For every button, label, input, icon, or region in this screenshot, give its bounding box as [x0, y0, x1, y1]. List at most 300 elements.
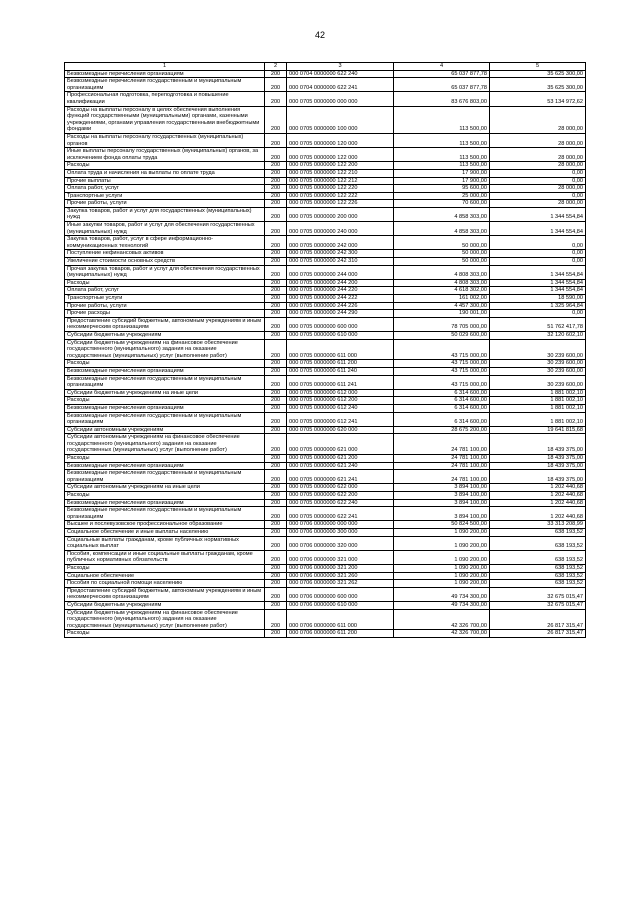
table-row	[65, 78, 586, 92]
row-description: Транспортные услуги	[65, 295, 265, 303]
row-approved-amount: 1 090 200,00	[394, 564, 490, 572]
row-budget-code: 000 0705 0000000 122 226	[287, 200, 394, 208]
table-row	[65, 302, 586, 310]
row-approved-amount: 161 002,00	[394, 295, 490, 303]
row-executed-amount: 18 439 375,00	[490, 434, 586, 455]
table-row	[65, 106, 586, 133]
row-approved-amount: 43 715 000,00	[394, 367, 490, 375]
row-line-code: 200	[265, 529, 287, 537]
row-line-code: 200	[265, 375, 287, 389]
row-approved-amount: 1 090 200,00	[394, 529, 490, 537]
row-line-code: 200	[265, 470, 287, 484]
row-description: Увеличение стоимости основных средств	[65, 258, 265, 266]
row-approved-amount: 113 500,00	[394, 106, 490, 133]
row-approved-amount: 1 090 200,00	[394, 550, 490, 564]
row-budget-code: 000 0705 0000000 612 240	[287, 404, 394, 412]
table-row	[65, 236, 586, 250]
row-description: Субсидии автономным учреждениям на иные цели	[65, 484, 265, 492]
row-budget-code: 000 0705 0000000 100 000	[287, 106, 394, 133]
row-budget-code: 000 0705 0000000 610 000	[287, 331, 394, 339]
row-description: Расходы	[65, 397, 265, 405]
row-budget-code: 000 0706 0000000 610 000	[287, 601, 394, 609]
row-approved-amount: 4 858 303,00	[394, 207, 490, 221]
budget-table	[64, 62, 586, 638]
row-budget-code: 000 0705 0000000 244 000	[287, 265, 394, 279]
header-cell: 1	[65, 63, 265, 71]
row-budget-code: 000 0705 0000000 244 220	[287, 287, 394, 295]
row-line-code: 200	[265, 169, 287, 177]
row-line-code: 200	[265, 148, 287, 162]
row-line-code: 200	[265, 630, 287, 638]
table-row	[65, 609, 586, 630]
row-description: Субсидии бюджетным учреждениям	[65, 331, 265, 339]
row-executed-amount: 33 313 208,99	[490, 521, 586, 529]
table-row	[65, 580, 586, 588]
row-approved-amount: 1 090 200,00	[394, 580, 490, 588]
row-executed-amount: 28 000,00	[490, 200, 586, 208]
table-row	[65, 177, 586, 185]
row-executed-amount: 1 202 440,68	[490, 499, 586, 507]
row-description: Иные выплаты персоналу государственных (муниципальных) органов, за исключением фонда оплаты труда	[65, 148, 265, 162]
row-approved-amount: 43 715 000,00	[394, 339, 490, 360]
row-executed-amount: 35 625 300,00	[490, 78, 586, 92]
row-approved-amount: 49 734 300,00	[394, 587, 490, 601]
row-executed-amount: 28 000,00	[490, 185, 586, 193]
row-budget-code: 000 0705 0000000 621 200	[287, 455, 394, 463]
row-budget-code: 000 0706 0000000 321 000	[287, 550, 394, 564]
row-budget-code: 000 0705 0000000 122 000	[287, 148, 394, 162]
row-executed-amount: 1 325 964,84	[490, 302, 586, 310]
row-budget-code: 000 0705 0000000 611 000	[287, 339, 394, 360]
row-approved-amount: 113 500,00	[394, 148, 490, 162]
row-approved-amount: 4 618 302,00	[394, 287, 490, 295]
row-approved-amount: 6 314 600,00	[394, 404, 490, 412]
row-approved-amount: 6 314 600,00	[394, 412, 490, 426]
table-row	[65, 367, 586, 375]
row-line-code: 200	[265, 185, 287, 193]
row-line-code: 200	[265, 609, 287, 630]
row-executed-amount: 638 193,52	[490, 564, 586, 572]
row-executed-amount: 638 193,52	[490, 536, 586, 550]
row-executed-amount: 1 881 002,10	[490, 404, 586, 412]
row-description: Прочая закупка товаров, работ и услуг для обеспечения государственных (муниципальных) нужд	[65, 265, 265, 279]
row-approved-amount: 65 037 877,78	[394, 70, 490, 78]
row-line-code: 200	[265, 412, 287, 426]
row-approved-amount: 43 715 000,00	[394, 375, 490, 389]
table-row	[65, 404, 586, 412]
row-approved-amount: 17 900,00	[394, 169, 490, 177]
row-executed-amount: 30 239 600,00	[490, 367, 586, 375]
row-budget-code: 000 0705 0000000 200 000	[287, 207, 394, 221]
row-budget-code: 000 0706 0000000 611 000	[287, 609, 394, 630]
row-line-code: 200	[265, 162, 287, 170]
row-budget-code: 000 0705 0000000 612 000	[287, 389, 394, 397]
row-description: Расходы на выплаты персоналу государственных (муниципальных) органов	[65, 133, 265, 147]
row-approved-amount: 3 894 100,00	[394, 507, 490, 521]
row-description: Высшее и послевузовское профессиональное образование	[65, 521, 265, 529]
row-description: Безвозмездные перечисления государственным и муниципальным организациям	[65, 507, 265, 521]
row-line-code: 200	[265, 200, 287, 208]
table-row	[65, 536, 586, 550]
row-budget-code: 000 0705 0000000 244 200	[287, 279, 394, 287]
table-row	[65, 499, 586, 507]
table-row	[65, 70, 586, 78]
row-approved-amount: 3 894 100,00	[394, 492, 490, 500]
row-budget-code: 000 0705 0000000 122 212	[287, 177, 394, 185]
row-description: Транспортные услуги	[65, 192, 265, 200]
row-budget-code: 000 0706 0000000 320 000	[287, 536, 394, 550]
table-row	[65, 185, 586, 193]
row-budget-code: 000 0705 0000000 611 240	[287, 367, 394, 375]
row-approved-amount: 24 781 100,00	[394, 462, 490, 470]
row-description: Профессиональная подготовка, переподготовка и повышение квалификации	[65, 92, 265, 106]
row-budget-code: 000 0705 0000000 122 220	[287, 185, 394, 193]
row-line-code: 200	[265, 492, 287, 500]
row-line-code: 200	[265, 601, 287, 609]
row-line-code: 200	[265, 564, 287, 572]
table-row	[65, 265, 586, 279]
row-executed-amount: 1 202 440,68	[490, 507, 586, 521]
row-description: Безвозмездные перечисления организациям	[65, 70, 265, 78]
row-description: Прочие работы, услуги	[65, 302, 265, 310]
row-executed-amount: 1 344 554,84	[490, 265, 586, 279]
table-row	[65, 331, 586, 339]
row-line-code: 200	[265, 310, 287, 318]
table-row	[65, 521, 586, 529]
row-budget-code: 000 0705 0000000 242 300	[287, 250, 394, 258]
row-approved-amount: 42 326 700,00	[394, 609, 490, 630]
row-description: Прочие выплаты	[65, 177, 265, 185]
row-line-code: 200	[265, 236, 287, 250]
table-row	[65, 162, 586, 170]
row-line-code: 200	[265, 177, 287, 185]
row-line-code: 200	[265, 521, 287, 529]
row-executed-amount: 53 134 972,62	[490, 92, 586, 106]
row-executed-amount: 30 239 600,00	[490, 375, 586, 389]
row-approved-amount: 1 090 200,00	[394, 572, 490, 580]
row-line-code: 200	[265, 360, 287, 368]
row-description: Безвозмездные перечисления организациям	[65, 367, 265, 375]
row-description: Субсидии бюджетным учреждениям	[65, 601, 265, 609]
row-approved-amount: 3 894 100,00	[394, 499, 490, 507]
row-executed-amount: 1 881 002,10	[490, 389, 586, 397]
row-executed-amount: 26 817 315,47	[490, 609, 586, 630]
table-row	[65, 470, 586, 484]
row-line-code: 200	[265, 258, 287, 266]
row-description: Безвозмездные перечисления государственным и муниципальным организациям	[65, 470, 265, 484]
row-description: Расходы	[65, 630, 265, 638]
row-approved-amount: 28 675 200,00	[394, 426, 490, 434]
row-description: Субсидии автономным учреждениям на финансовое обеспечение государственного (муниципального) задания на оказание государственных (муниципальных) услуг (выполнение работ)	[65, 434, 265, 455]
row-executed-amount: 32 675 015,47	[490, 587, 586, 601]
table-row	[65, 287, 586, 295]
row-line-code: 200	[265, 455, 287, 463]
row-approved-amount: 4 858 303,00	[394, 222, 490, 236]
row-budget-code: 000 0705 0000000 242 310	[287, 258, 394, 266]
row-line-code: 200	[265, 222, 287, 236]
row-line-code: 200	[265, 78, 287, 92]
row-executed-amount: 19 641 815,68	[490, 426, 586, 434]
row-approved-amount: 3 894 100,00	[394, 484, 490, 492]
table-row	[65, 279, 586, 287]
row-approved-amount: 113 500,00	[394, 133, 490, 147]
row-executed-amount: 28 000,00	[490, 148, 586, 162]
row-description: Прочие расходы	[65, 310, 265, 318]
row-budget-code: 000 0706 0000000 321 260	[287, 572, 394, 580]
table-row	[65, 295, 586, 303]
row-executed-amount: 51 762 417,78	[490, 317, 586, 331]
table-row	[65, 133, 586, 147]
row-description: Иные закупки товаров, работ и услуг для обеспечения государственных (муниципальных) нужд	[65, 222, 265, 236]
row-description: Безвозмездные перечисления государственным и муниципальным организациям	[65, 412, 265, 426]
table-row	[65, 412, 586, 426]
table-row	[65, 587, 586, 601]
row-line-code: 200	[265, 92, 287, 106]
row-budget-code: 000 0705 0000000 620 000	[287, 426, 394, 434]
row-description: Социальные выплаты гражданам, кроме публичных нормативных социальных выплат	[65, 536, 265, 550]
row-description: Предоставление субсидий бюджетным, автономным учреждениям и иным некоммерческим организациям	[65, 317, 265, 331]
row-description: Пособия по социальной помощи населению	[65, 580, 265, 588]
table-row	[65, 564, 586, 572]
row-line-code: 200	[265, 507, 287, 521]
row-line-code: 200	[265, 572, 287, 580]
row-line-code: 200	[265, 192, 287, 200]
row-line-code: 200	[265, 317, 287, 331]
row-approved-amount: 4 808 303,00	[394, 279, 490, 287]
row-approved-amount: 1 090 200,00	[394, 536, 490, 550]
row-approved-amount: 6 314 600,00	[394, 397, 490, 405]
row-budget-code: 000 0704 0000000 622 240	[287, 70, 394, 78]
table-row	[65, 317, 586, 331]
row-approved-amount: 25 000,00	[394, 192, 490, 200]
row-line-code: 200	[265, 250, 287, 258]
table-row	[65, 258, 586, 266]
row-executed-amount: 638 193,52	[490, 550, 586, 564]
row-executed-amount: 1 881 002,10	[490, 412, 586, 426]
row-line-code: 200	[265, 339, 287, 360]
row-description: Социальное обеспечение и иные выплаты населению	[65, 529, 265, 537]
row-description: Предоставление субсидий бюджетным, автономным учреждениям и иным некоммерческим организациям	[65, 587, 265, 601]
row-executed-amount: 1 202 440,68	[490, 492, 586, 500]
row-budget-code: 000 0705 0000000 000 000	[287, 92, 394, 106]
row-budget-code: 000 0705 0000000 244 290	[287, 310, 394, 318]
row-executed-amount: 638 193,52	[490, 572, 586, 580]
row-executed-amount: 638 193,52	[490, 529, 586, 537]
row-executed-amount: 1 881 002,10	[490, 397, 586, 405]
row-approved-amount: 24 781 100,00	[394, 434, 490, 455]
table-row	[65, 601, 586, 609]
row-approved-amount: 50 000,00	[394, 236, 490, 250]
row-budget-code: 000 0705 0000000 621 000	[287, 434, 394, 455]
row-budget-code: 000 0705 0000000 122 200	[287, 162, 394, 170]
table-row	[65, 484, 586, 492]
row-description: Субсидии бюджетным учреждениям на иные цели	[65, 389, 265, 397]
row-executed-amount: 32 675 015,47	[490, 601, 586, 609]
row-budget-code: 000 0705 0000000 240 000	[287, 222, 394, 236]
table-row	[65, 507, 586, 521]
row-executed-amount: 1 344 554,84	[490, 279, 586, 287]
row-budget-code: 000 0706 0000000 000 000	[287, 521, 394, 529]
row-line-code: 200	[265, 133, 287, 147]
row-approved-amount: 43 715 000,00	[394, 360, 490, 368]
table-row	[65, 148, 586, 162]
row-line-code: 200	[265, 207, 287, 221]
row-line-code: 200	[265, 302, 287, 310]
row-approved-amount: 50 824 500,00	[394, 521, 490, 529]
row-budget-code: 000 0705 0000000 244 226	[287, 302, 394, 310]
row-budget-code: 000 0705 0000000 621 240	[287, 462, 394, 470]
row-approved-amount: 17 900,00	[394, 177, 490, 185]
row-line-code: 200	[265, 462, 287, 470]
row-approved-amount: 83 676 803,00	[394, 92, 490, 106]
row-budget-code: 000 0705 0000000 612 200	[287, 397, 394, 405]
row-description: Оплата работ, услуг	[65, 185, 265, 193]
row-line-code: 200	[265, 550, 287, 564]
row-executed-amount: 26 817 315,47	[490, 630, 586, 638]
row-description: Субсидии бюджетным учреждениям на финансовое обеспечение государственного (муниципального) задания на оказание государственных (муниципальных) услуг (выполнение работ)	[65, 609, 265, 630]
page-number: 42	[314, 30, 325, 40]
row-budget-code: 000 0706 0000000 321 200	[287, 564, 394, 572]
row-executed-amount: 28 000,00	[490, 162, 586, 170]
header-cell: 4	[394, 63, 490, 71]
row-approved-amount: 50 029 600,00	[394, 331, 490, 339]
row-executed-amount: 1 344 554,84	[490, 207, 586, 221]
header-cell: 5	[490, 63, 586, 71]
row-budget-code: 000 0704 0000000 622 241	[287, 78, 394, 92]
row-description: Пособия, компенсации и иные социальные выплаты гражданам, кроме публичных нормативных обязательств	[65, 550, 265, 564]
table-row	[65, 207, 586, 221]
row-budget-code: 000 0705 0000000 622 240	[287, 499, 394, 507]
row-executed-amount: 18 590,00	[490, 295, 586, 303]
table-row	[65, 550, 586, 564]
row-line-code: 200	[265, 389, 287, 397]
row-line-code: 200	[265, 536, 287, 550]
row-budget-code: 000 0705 0000000 612 241	[287, 412, 394, 426]
row-line-code: 200	[265, 295, 287, 303]
row-budget-code: 000 0705 0000000 244 222	[287, 295, 394, 303]
row-line-code: 200	[265, 331, 287, 339]
row-description: Социальное обеспечение	[65, 572, 265, 580]
row-description: Безвозмездные перечисления государственным и муниципальным организациям	[65, 375, 265, 389]
row-budget-code: 000 0706 0000000 321 262	[287, 580, 394, 588]
header-cell: 3	[287, 63, 394, 71]
row-budget-code: 000 0705 0000000 600 000	[287, 317, 394, 331]
row-line-code: 200	[265, 287, 287, 295]
row-description: Прочие работы, услуги	[65, 200, 265, 208]
table-row	[65, 389, 586, 397]
table-row	[65, 222, 586, 236]
row-approved-amount: 65 037 877,78	[394, 78, 490, 92]
row-line-code: 200	[265, 367, 287, 375]
row-approved-amount: 190 001,00	[394, 310, 490, 318]
row-description: Безвозмездные перечисления государственным и муниципальным организациям	[65, 78, 265, 92]
row-line-code: 200	[265, 265, 287, 279]
row-description: Субсидии бюджетным учреждениям на финансовое обеспечение государственного (муниципального) задания на оказание государственных (муниципальных) услуг (выполнение работ)	[65, 339, 265, 360]
table-header-row	[65, 63, 586, 71]
row-approved-amount: 6 314 600,00	[394, 389, 490, 397]
row-executed-amount: 1 344 554,84	[490, 287, 586, 295]
row-approved-amount: 78 705 000,00	[394, 317, 490, 331]
row-executed-amount: 0,00	[490, 192, 586, 200]
table-row	[65, 92, 586, 106]
table-row	[65, 360, 586, 368]
row-executed-amount: 638 193,52	[490, 580, 586, 588]
row-approved-amount: 50 000,00	[394, 258, 490, 266]
table-row	[65, 455, 586, 463]
row-description: Расходы	[65, 360, 265, 368]
table-row	[65, 426, 586, 434]
row-budget-code: 000 0705 0000000 611 241	[287, 375, 394, 389]
row-approved-amount: 24 781 100,00	[394, 455, 490, 463]
row-description: Закупка товаров, работ и услуг для государственных (муниципальных) нужд	[65, 207, 265, 221]
row-line-code: 200	[265, 499, 287, 507]
row-executed-amount: 18 439 375,00	[490, 455, 586, 463]
table-row	[65, 492, 586, 500]
row-approved-amount: 49 734 300,00	[394, 601, 490, 609]
row-line-code: 200	[265, 404, 287, 412]
table-row	[65, 462, 586, 470]
row-executed-amount: 0,00	[490, 169, 586, 177]
row-description: Закупка товаров, работ, услуг в сфере информационно-коммуникационных технологий	[65, 236, 265, 250]
row-budget-code: 000 0705 0000000 622 241	[287, 507, 394, 521]
row-approved-amount: 24 781 100,00	[394, 470, 490, 484]
row-line-code: 200	[265, 580, 287, 588]
row-description: Безвозмездные перечисления организациям	[65, 462, 265, 470]
row-approved-amount: 4 808 303,00	[394, 265, 490, 279]
row-approved-amount: 4 457 300,00	[394, 302, 490, 310]
row-line-code: 200	[265, 426, 287, 434]
header-cell: 2	[265, 63, 287, 71]
table-row	[65, 434, 586, 455]
row-budget-code: 000 0705 0000000 120 000	[287, 133, 394, 147]
row-line-code: 200	[265, 106, 287, 133]
row-description: Расходы	[65, 564, 265, 572]
row-executed-amount: 28 000,00	[490, 133, 586, 147]
table-row	[65, 310, 586, 318]
table-row	[65, 200, 586, 208]
row-description: Оплата труда и начисления на выплаты по оплате труда	[65, 169, 265, 177]
row-approved-amount: 70 600,00	[394, 200, 490, 208]
table-row	[65, 192, 586, 200]
row-description: Безвозмездные перечисления организациям	[65, 404, 265, 412]
row-budget-code: 000 0706 0000000 600 000	[287, 587, 394, 601]
row-budget-code: 000 0705 0000000 242 000	[287, 236, 394, 250]
row-description: Расходы	[65, 279, 265, 287]
row-executed-amount: 0,00	[490, 177, 586, 185]
table-row	[65, 375, 586, 389]
row-executed-amount: 32 120 602,10	[490, 331, 586, 339]
row-executed-amount: 1 344 554,84	[490, 222, 586, 236]
table-row	[65, 250, 586, 258]
row-description: Расходы	[65, 162, 265, 170]
table-row	[65, 630, 586, 638]
row-line-code: 200	[265, 434, 287, 455]
row-line-code: 200	[265, 587, 287, 601]
table-row	[65, 397, 586, 405]
row-description: Поступление нефинансовых активов	[65, 250, 265, 258]
row-approved-amount: 50 000,00	[394, 250, 490, 258]
row-budget-code: 000 0705 0000000 122 222	[287, 192, 394, 200]
row-description: Расходы на выплаты персоналу в целях обеспечения выполнения функций государственными (муниципальными) органами, казенными учреждениями, органами управления государственными внебюджетными фондами	[65, 106, 265, 133]
row-executed-amount: 1 202 440,68	[490, 484, 586, 492]
row-executed-amount: 30 239 600,00	[490, 339, 586, 360]
row-executed-amount: 18 439 375,00	[490, 470, 586, 484]
row-line-code: 200	[265, 397, 287, 405]
table-row	[65, 529, 586, 537]
row-approved-amount: 95 600,00	[394, 185, 490, 193]
row-line-code: 200	[265, 279, 287, 287]
row-budget-code: 000 0706 0000000 611 200	[287, 630, 394, 638]
